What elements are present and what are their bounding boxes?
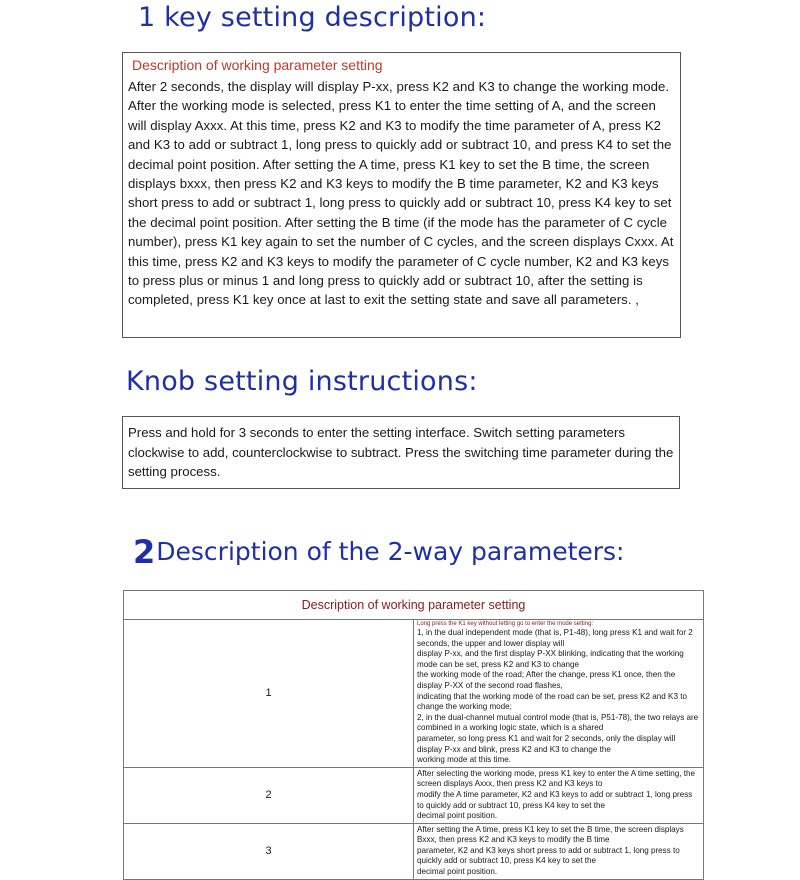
knob-line-2: clockwise to add, counterclockwise to subtract. Press the switching time parameter during the — [128, 444, 674, 460]
two-way-heading — [133, 533, 624, 571]
knob-line-3: setting process. — [128, 464, 221, 479]
row-number: 2 — [124, 767, 414, 823]
row-number: 1 — [124, 620, 414, 768]
row-line: 1, in the dual independent mode (that is, P1-48), long press K1 and wait for 2 seconds, the upper and lower display will — [417, 628, 693, 648]
row-line: decimal point position. — [417, 867, 498, 877]
row-line: After selecting the working mode, press K1 key to enter the A time setting, the screen displays Axxx, then press K2 and K3 keys to — [417, 768, 696, 789]
knob-line-1: Press and hold for 3 seconds to enter the setting interface. Switch setting parameters — [128, 425, 625, 440]
row-line: display P-xx, and the first display P-XX blinking, indicating that the working mode can be set, press K2 and K3 to change — [417, 649, 684, 669]
table-row — [124, 823, 704, 879]
knob-setting-box — [122, 416, 680, 489]
table-header-row — [124, 591, 704, 620]
two-way-heading-number: 2 — [133, 533, 156, 571]
row-number: 3 — [124, 823, 414, 879]
row-line: parameter, K2 and K3 keys short press to add or subtract 1, long press to quickly add or subtract 10, press K4 key to set the — [417, 845, 680, 866]
row-line: modify the A time parameter, K2 and K3 keys to add or subtract 1, long press to quickly add or subtract 10, press K4 key to set the — [417, 789, 693, 810]
row-description — [414, 767, 704, 823]
table-title: Description of working parameter setting — [124, 591, 704, 620]
row-line: 2, in the dual-channel mutual control mode (that is, P51-78), the two relays are combined in a working logic state, which is a shared — [417, 712, 699, 733]
knob-setting-heading: Knob setting instructions: — [126, 366, 478, 397]
table-row — [124, 620, 704, 768]
row-line: indicating that the working mode of the road can be set, press K2 and K3 to change the working mode; — [417, 691, 687, 712]
key-setting-box-text: After 2 seconds, the display will display P-xx, press K2 and K3 to change the working mode. After the working mode is selected, press K1 to enter the time setting of A, and the screen will display Axxx. At this time, press K2 and K3 to modify the time parameter of A, press K2 and K3 to add or subtract 1, long press to quickly add or subtract 10, and press K4 to set the decimal point position. After setting the A time, press K1 key to set the B time, the screen displays bxxx, then press K2 and K3 keys to modify the B time parameter, K2 and K3 keys short press to add or subtract 1, long press to quickly add or subtract 10, press K4 key to set the decimal point position. After setting the B time (if the mode has the parameter of C cycle number), press K1 key again to set the number of C cycles, and the screen displays Cxxx. At this time, press K2 and K3 keys to modify the parameter of C cycle number, K2 and K3 keys to press plus or minus 1 and long press to quickly add or subtract 10, after the setting is completed, press K1 key once at last to exit the setting state and save all parameters. , — [128, 79, 674, 308]
key-setting-box — [122, 52, 681, 338]
row-line: working mode at this time. — [417, 755, 512, 765]
row-description — [414, 823, 704, 879]
row-line: After setting the A time, press K1 key to set the B time, the screen displays Bxxx, then press K2 and K3 keys to modify the B time — [417, 824, 684, 845]
key-setting-box-title: Description of working parameter setting — [132, 57, 383, 73]
knob-setting-text — [128, 423, 674, 482]
row-line: parameter, so long press K1 and wait for 2 seconds, only the display will display P-xx and blink, press K2 and K3 to change the — [417, 733, 676, 754]
two-way-parameter-table — [123, 590, 704, 880]
row-description — [414, 620, 704, 768]
row-line: the working mode of the road; After the change, press K1 once, then the display P-XX of the second road flashes, — [417, 670, 676, 690]
key-setting-heading: 1 key setting description: — [138, 2, 487, 33]
table-row — [124, 767, 704, 823]
two-way-heading-text: Description of the 2-way parameters: — [156, 537, 625, 566]
row-note: Long press the K1 key without letting go to enter the mode setting: — [417, 621, 594, 627]
row-line: decimal point position. — [417, 811, 498, 821]
